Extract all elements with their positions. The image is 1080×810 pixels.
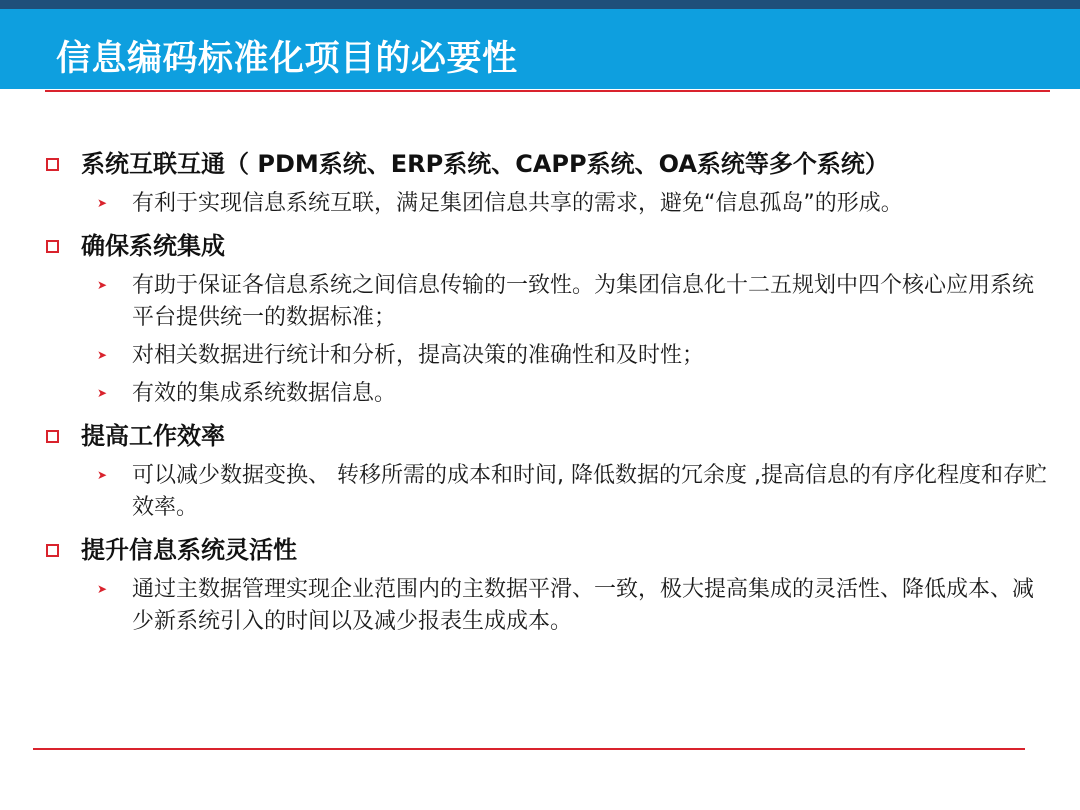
bullet-text: 对相关数据进行统计和分析，提高决策的准确性和及时性； bbox=[132, 343, 705, 368]
list-item bbox=[44, 458, 1054, 528]
section-integration bbox=[44, 224, 1054, 414]
arrow-bullet-icon: ➤ bbox=[97, 196, 108, 210]
section-heading bbox=[44, 142, 1054, 186]
section-heading-text: 提高工作效率 bbox=[81, 422, 225, 450]
bullet-text: 有效的集成系统数据信息。 bbox=[132, 381, 397, 406]
arrow-bullet-icon: ➤ bbox=[97, 278, 108, 292]
section-interconnection bbox=[44, 142, 1054, 224]
arrow-bullet-icon: ➤ bbox=[97, 386, 108, 400]
slide-content bbox=[44, 142, 1054, 642]
bullet-list bbox=[44, 572, 1054, 642]
arrow-bullet-icon: ➤ bbox=[97, 582, 108, 596]
slide-title: 信息编码标准化项目的必要性 bbox=[56, 39, 518, 79]
bullet-text: 通过主数据管理实现企业范围内的主数据平滑、一致，极大提高集成的灵活性、降低成本、减少新系统引入的时间以及减少报表生成成本。 bbox=[132, 577, 1035, 634]
title-bar bbox=[0, 9, 1080, 89]
list-item bbox=[44, 268, 1054, 338]
footer-divider bbox=[33, 748, 1025, 750]
section-heading-text: 系统互联互通（ PDM系统、ERP系统、CAPP系统、OA系统等多个系统） bbox=[81, 150, 889, 178]
bullet-list bbox=[44, 268, 1054, 414]
list-item bbox=[44, 376, 1054, 414]
list-item bbox=[44, 572, 1054, 642]
square-bullet-icon bbox=[46, 158, 59, 171]
section-flexibility bbox=[44, 528, 1054, 642]
bullet-list bbox=[44, 186, 1054, 224]
square-bullet-icon bbox=[46, 240, 59, 253]
list-item bbox=[44, 338, 1054, 376]
bullet-text: 有利于实现信息系统互联，满足集团信息共享的需求，避免“信息孤岛”的形成。 bbox=[132, 191, 903, 216]
top-strip bbox=[0, 0, 1080, 9]
section-efficiency bbox=[44, 414, 1054, 528]
title-divider bbox=[45, 90, 1050, 92]
section-heading bbox=[44, 528, 1054, 572]
arrow-bullet-icon: ➤ bbox=[97, 348, 108, 362]
arrow-bullet-icon: ➤ bbox=[97, 468, 108, 482]
section-heading-text: 提升信息系统灵活性 bbox=[81, 536, 297, 564]
section-heading-text: 确保系统集成 bbox=[81, 232, 225, 260]
square-bullet-icon bbox=[46, 430, 59, 443]
square-bullet-icon bbox=[46, 544, 59, 557]
bullet-text: 可以减少数据变换、 转移所需的成本和时间, 降低数据的冗余度 ,提高信息的有序化程度和存贮效率。 bbox=[132, 463, 1047, 520]
bullet-text: 有助于保证各信息系统之间信息传输的一致性。为集团信息化十二五规划中四个核心应用系统平台提供统一的数据标准； bbox=[132, 273, 1035, 330]
section-heading bbox=[44, 224, 1054, 268]
section-heading bbox=[44, 414, 1054, 458]
list-item bbox=[44, 186, 1054, 224]
bullet-list bbox=[44, 458, 1054, 528]
